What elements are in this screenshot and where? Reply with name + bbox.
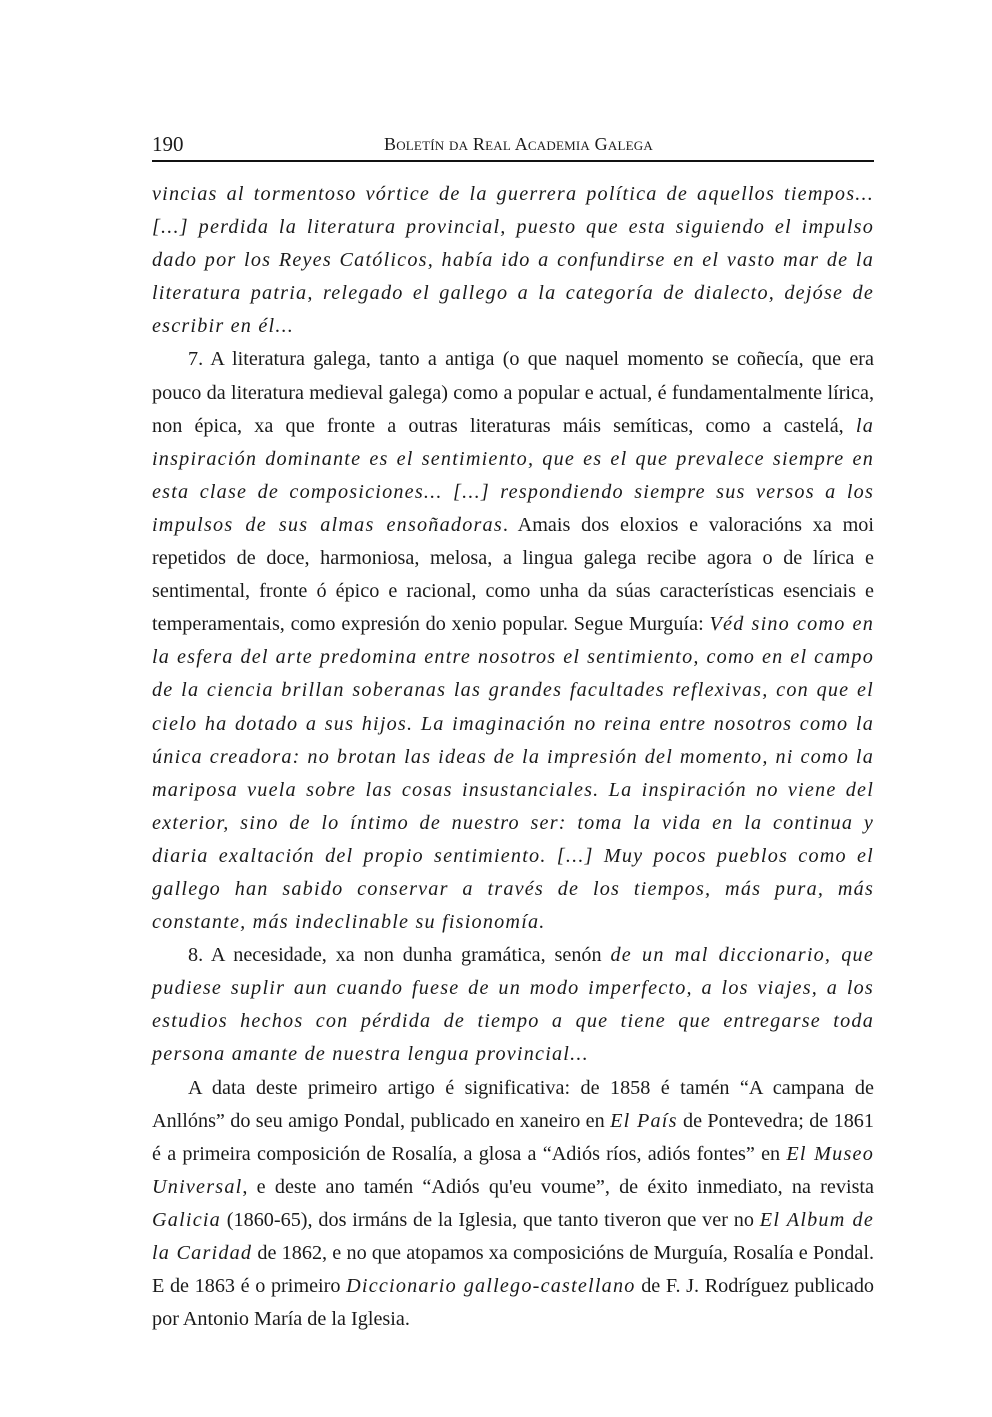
journal-title: Boletín da Real Academia Galega bbox=[384, 134, 653, 154]
body-span: de 1862, e no que atopamos xa composicións de Murguía, Rosalía e Pondal. E de 1863 é o primeiro bbox=[152, 1242, 874, 1298]
body-text bbox=[152, 178, 874, 1336]
italic-quote: de un mal diccionario, que pudiese suplir aun cuando fuese de un modo imperfecto, a los viajes, a los estudios hechos con pérdida de tiempo a que tiene que entregarse toda persona amante de nuestra lengua provincial... bbox=[152, 944, 874, 1066]
paragraph-7 bbox=[152, 343, 874, 939]
italic-quote: la inspiración dominante es el sentimiento, que es el que prevalece siempre en esta clase de composiciones... [...] respondiendo siempre sus versos a los impulsos de sus almas ensoñadoras bbox=[152, 414, 874, 536]
body-span: de Pontevedra; de 1861 é a primeira composición de Rosalía, a glosa a “Adiós ríos, adiós fontes” en bbox=[152, 1109, 874, 1165]
paragraph-8 bbox=[152, 939, 874, 1071]
body-span: (1860-65), dos irmáns de la Iglesia, que tanto tiveron que ver no bbox=[220, 1208, 760, 1231]
body-span: 8. A necesidade, xa non dunha gramática, senón bbox=[188, 944, 611, 967]
italic-title: Galicia bbox=[152, 1208, 221, 1231]
header-rule bbox=[152, 160, 874, 162]
running-header bbox=[152, 128, 874, 160]
body-span: , e deste ano tamén “Adiós qu'eu voume”, de éxito inmediato, na revista bbox=[242, 1175, 874, 1198]
body-span: 7. A literatura galega, tanto a antiga (o que naquel momento se coñecía, que era pouco da literatura medieval galega) como a popular e actual, é fundamentalmente lírica, non épica, xa que fronte a outras literaturas máis semíticas, como a castelá, bbox=[152, 348, 874, 437]
page-number: 190 bbox=[152, 132, 184, 156]
italic-title: Diccionario gallego-castellano bbox=[346, 1275, 636, 1298]
paragraph-date-significance bbox=[152, 1072, 874, 1337]
italic-title: El Album de la Caridad bbox=[152, 1208, 874, 1264]
italic-quote: Véd sino como en la esfera del arte predomina entre nosotros el sentimiento, como en el campo de la ciencia brillan soberanas las grandes facultades reflexivas, con que el cielo ha dotado a sus hijos. La imaginación no reina entre nosotros como la única creadora: no brotan las ideas de la impresión del momento, ni como la mariposa vuela sobre las cosas insustanciales. La inspiración no viene del exterior, sino de lo íntimo de nuestro ser: toma la vida en la continua y diaria exaltación del propio sentimiento. [...] Muy pocos pueblos como el gallego han sabido conservar a través de los tiempos, más pura, más constante, más indeclinable su fisionomía. bbox=[152, 613, 874, 934]
italic-title: El Museo Universal bbox=[152, 1142, 874, 1198]
italic-title: El País bbox=[610, 1109, 678, 1132]
italic-quote: vincias al tormentoso vórtice de la guerrera política de aquellos tiempos...[...] perdida la literatura provincial, puesto que esta siguiendo el impulso dado por los Reyes Católicos, había ido a confundirse en el vasto mar de la literatura patria, relegado el gallego a la categoría de dialecto, dejóse de escribir en él... bbox=[152, 183, 874, 338]
body-span: de F. J. Rodríguez publicado por Antonio María de la Iglesia. bbox=[152, 1275, 875, 1331]
body-span: . Amais dos eloxios e valoracións xa moi repetidos de doce, harmoniosa, melosa, a lingua galega recibe agora o de lírica e sentimental, fronte ó épico e racional, como unha da súas características esenciais e temperamentais, como expresión do xenio popular. Segue Murguía: bbox=[152, 513, 874, 636]
page bbox=[152, 128, 875, 1331]
paragraph-quote-continuation bbox=[152, 178, 874, 343]
body-span: A data deste primeiro artigo é significativa: de 1858 é tamén “A campana de Anllóns” do seu amigo Pondal, publicado en xaneiro en bbox=[152, 1076, 874, 1132]
